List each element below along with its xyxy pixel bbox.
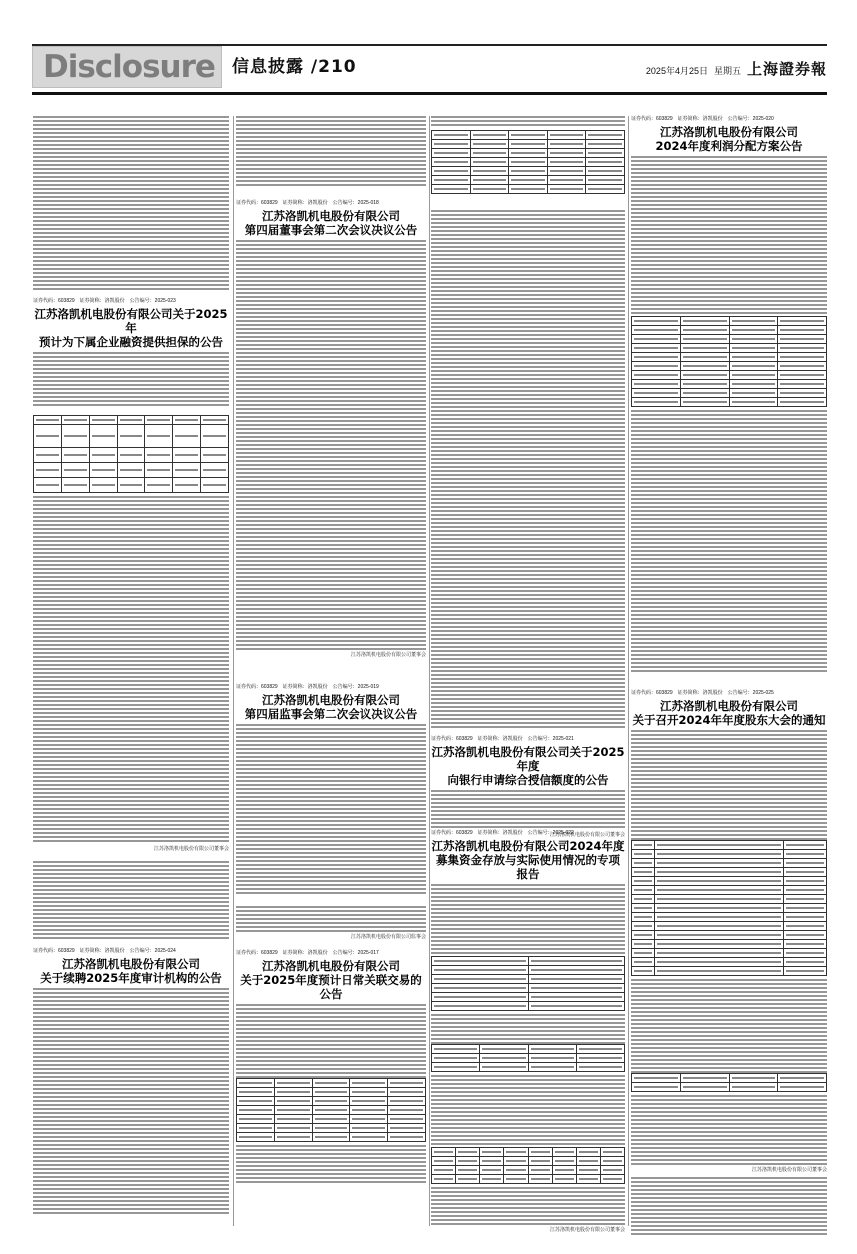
- notice-continuation: [431, 130, 625, 206]
- issue-weekday: 星期五: [713, 66, 741, 76]
- body-text: [431, 1187, 625, 1225]
- notice-header: 证券代码：603829 证券简称：洛凯股份 公告编号：2025-023: [33, 298, 176, 304]
- notice-title: [236, 959, 426, 1001]
- notice-header: 证券代码：603829 证券简称：洛凯股份 公告编号：2025-022: [431, 830, 574, 836]
- notice-dividend: [631, 116, 827, 686]
- notice-guarantee: [33, 298, 229, 858]
- newspaper-name: 上海證券報: [746, 60, 827, 78]
- title-line: 关于2025年度预计日常关联交易的公告: [240, 973, 422, 1001]
- body-text: [631, 156, 827, 316]
- notice-header: 证券代码：603829 证券简称：洛凯股份 公告编号：2025-020: [631, 116, 774, 122]
- body-text: [431, 884, 625, 956]
- title-line: 江苏洛凯机电股份有限公司2024年度: [431, 839, 625, 853]
- signature: 江苏洛凯机电股份有限公司董事会: [350, 652, 426, 658]
- title-line: 江苏洛凯机电股份有限公司关于2025年度: [431, 745, 625, 773]
- table-caption: [33, 408, 229, 415]
- notice-title: [431, 839, 625, 881]
- section-title: 信息披露 /210: [232, 57, 357, 77]
- title-line: 江苏洛凯机电股份有限公司: [62, 957, 200, 971]
- body-text: [236, 116, 426, 188]
- body-text: [236, 240, 426, 650]
- related-transactions-table: [236, 1078, 426, 1142]
- notice-title: [631, 125, 827, 153]
- body-text: [431, 210, 625, 730]
- notice-supervisory: [236, 684, 426, 902]
- notice-title: [236, 693, 426, 721]
- notice-board: [236, 200, 426, 680]
- title-line: 募集资金存放与实际使用情况的专项报告: [436, 853, 620, 881]
- signature: 江苏洛凯机电股份有限公司董事会: [153, 846, 229, 852]
- notice-header: 证券代码：603829 证券简称：洛凯股份 公告编号：2025-021: [431, 736, 574, 742]
- logo-text: Disclosure: [43, 49, 215, 85]
- notice-header: 证券代码：603829 证券简称：洛凯股份 公告编号：2025-017: [236, 950, 379, 956]
- title-line: 江苏洛凯机电股份有限公司: [262, 959, 400, 973]
- notice-meeting: [631, 690, 827, 1226]
- funds-table: [431, 956, 625, 1011]
- masthead: [32, 46, 827, 88]
- body-text: [33, 496, 229, 844]
- column-2: [236, 116, 426, 1226]
- notice-continuation: [236, 116, 426, 196]
- notice-funds: [431, 830, 625, 1233]
- masthead-rule: [32, 92, 827, 95]
- body-text: [631, 410, 827, 672]
- title-line: 江苏洛凯机电股份有限公司: [262, 209, 400, 223]
- title-line: 江苏洛凯机电股份有限公司: [660, 125, 798, 139]
- title-line: 关于召开2024年年度股东大会的通知: [632, 713, 826, 727]
- notice-title: [631, 699, 827, 727]
- guarantee-table: [33, 415, 229, 493]
- title-line: 2024年度利润分配方案公告: [655, 139, 803, 153]
- notice-auditor: [33, 948, 229, 1226]
- notice-continuation: [236, 906, 426, 946]
- body-text: [631, 979, 827, 1073]
- column-separator: [233, 116, 234, 1226]
- body-text: [236, 906, 426, 932]
- notice-title: [431, 745, 625, 787]
- proposals-table: [631, 840, 827, 976]
- body-text: [33, 116, 229, 292]
- body-text: [631, 1095, 827, 1165]
- signature: 江苏洛凯机电股份有限公司董事会: [549, 1227, 625, 1233]
- notice-title: [33, 307, 229, 349]
- column-1: [33, 116, 229, 1226]
- title-line: 预计为下属企业融资提供担保的公告: [39, 335, 223, 349]
- body-text: [236, 724, 426, 896]
- column-separator: [628, 116, 629, 1226]
- body-text: [631, 730, 827, 840]
- body-text: [431, 1075, 625, 1147]
- body-text: [33, 352, 229, 408]
- title-line: 第四届董事会第二次会议决议公告: [244, 223, 418, 237]
- body-text: [431, 116, 625, 126]
- dividend-table: [631, 316, 827, 407]
- notice-header: 证券代码：603829 证券简称：洛凯股份 公告编号：2025-019: [236, 684, 379, 690]
- title-line: 向银行申请综合授信额度的公告: [447, 773, 609, 787]
- body-text: [236, 1145, 426, 1185]
- notice-continuation: [431, 116, 625, 128]
- body-text: [431, 790, 625, 830]
- title-line: 关于续聘2025年度审计机构的公告: [40, 971, 222, 985]
- body-text: [431, 1014, 625, 1044]
- notice-header: 证券代码：603829 证券简称：洛凯股份 公告编号：2025-024: [33, 948, 176, 954]
- notice-related: [236, 950, 426, 1226]
- registration-table: [631, 1073, 827, 1092]
- issue-date: 2025年4月25日: [645, 66, 708, 76]
- title-line: 江苏洛凯机电股份有限公司: [262, 693, 400, 707]
- notice-continuation: [33, 116, 229, 292]
- title-line: 江苏洛凯机电股份有限公司关于2025年: [34, 307, 228, 335]
- notice-title: [33, 957, 229, 985]
- notice-continuation: [431, 210, 625, 732]
- body-text: [33, 861, 229, 941]
- fund-usage-table: [431, 1147, 625, 1184]
- notice-title: [236, 209, 426, 237]
- column-4: [631, 116, 827, 1226]
- title-line: 江苏洛凯机电股份有限公司: [660, 699, 798, 713]
- column-separator: [429, 116, 430, 1226]
- masthead-right: [646, 58, 827, 79]
- body-text: [33, 988, 229, 1216]
- signature: 江苏洛凯机电股份有限公司监事会: [350, 934, 426, 940]
- bank-account-table: [431, 1044, 625, 1072]
- signature: 江苏洛凯机电股份有限公司董事会: [751, 1167, 827, 1173]
- title-line: 第四届监事会第二次会议决议公告: [244, 707, 418, 721]
- disclosure-logo: [32, 46, 222, 88]
- summary-table: [431, 130, 625, 194]
- notice-header: 证券代码：603829 证券简称：洛凯股份 公告编号：2025-025: [631, 690, 774, 696]
- body-text: [236, 1004, 426, 1078]
- notice-header: 证券代码：603829 证券简称：洛凯股份 公告编号：2025-018: [236, 200, 379, 206]
- signature: 江苏洛凯机电股份有限公司董事会: [549, 832, 625, 838]
- notice-continuation: [33, 861, 229, 941]
- column-3: [431, 116, 625, 1233]
- body-text: [631, 1177, 827, 1237]
